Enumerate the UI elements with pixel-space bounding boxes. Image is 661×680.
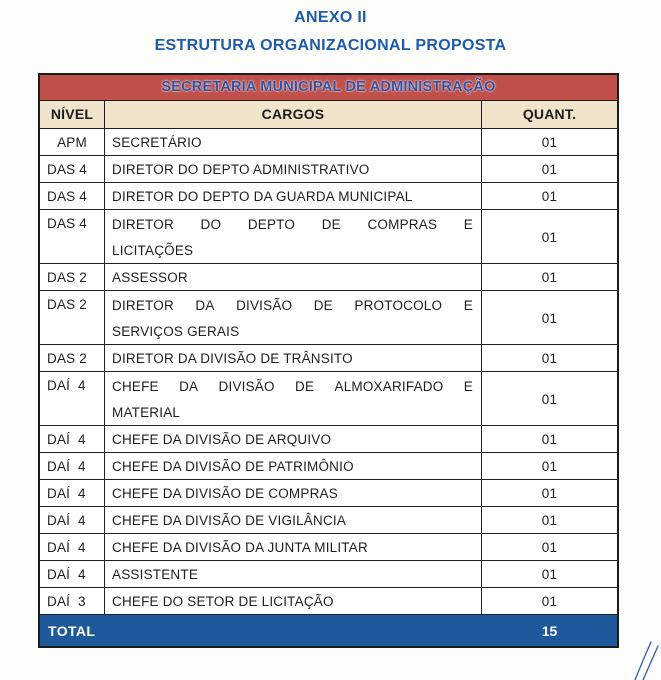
- org-structure-table: [38, 73, 619, 648]
- cargo-cell: CHEFE DA DIVISÃO DE ARQUIVO: [105, 426, 482, 452]
- table-row: [40, 264, 617, 291]
- table-row: [40, 588, 617, 615]
- cargo-line-2: MATERIAL: [112, 405, 181, 420]
- column-header-row: [40, 101, 617, 130]
- cargo-line-2: LICITAÇÕES: [112, 243, 194, 258]
- cargo-cell: ASSESSOR: [105, 264, 482, 290]
- quant-cell: 01: [541, 161, 558, 177]
- nivel-cell: APM: [40, 129, 105, 155]
- nivel-cell: DAÍ 4: [40, 372, 105, 426]
- nivel-cell: DAS 4: [40, 210, 105, 264]
- cargo-cell: CHEFE DA DIVISÃO DE COMPRAS: [105, 480, 482, 506]
- table-body: [40, 129, 617, 615]
- quant-cell: 01: [541, 229, 558, 245]
- total-row: [40, 615, 617, 646]
- column-header-nivel: NÍVEL: [40, 101, 105, 129]
- cargo-cell: DIRETOR DA DIVISÃO DE TRÂNSITO: [105, 345, 482, 371]
- table-row: [40, 210, 617, 264]
- quant-cell: 01: [541, 539, 558, 555]
- cargo-cell: ASSISTENTE: [105, 561, 482, 587]
- table-row: [40, 561, 617, 588]
- cargo-line-justified: CHEFE DA DIVISÃO DE ALMOXARIFADO E: [112, 379, 473, 394]
- cargo-line-justified: DIRETOR DO DEPTO DE COMPRAS E: [112, 217, 473, 232]
- table-title-band: SECRETARIA MUNICIPAL DE ADMINISTRAÇÃO: [40, 75, 617, 101]
- table-row: [40, 480, 617, 507]
- nivel-cell: DAS 2: [40, 264, 105, 290]
- quant-cell: 01: [541, 431, 558, 447]
- nivel-cell: DAÍ 4: [40, 561, 105, 587]
- column-header-cargos: CARGOS: [105, 101, 482, 129]
- cargo-line-2: SERVIÇOS GERAIS: [112, 324, 240, 339]
- cargo-cell: CHEFE DA DIVISÃO DE PATRIMÔNIO: [105, 453, 482, 479]
- table-row: [40, 534, 617, 561]
- nivel-cell: DAÍ 3: [40, 588, 105, 614]
- total-label: TOTAL: [48, 622, 96, 639]
- table-row: [40, 372, 617, 426]
- cargo-cell: SECRETÁRIO: [105, 129, 482, 155]
- pen-mark: [621, 630, 661, 680]
- cargo-cell: DIRETOR DO DEPTO DA GUARDA MUNICIPAL: [105, 183, 482, 209]
- nivel-cell: DAS 2: [40, 345, 105, 371]
- quant-cell: 01: [541, 350, 558, 366]
- quant-cell: 01: [541, 188, 558, 204]
- table-row: [40, 156, 617, 183]
- table-row: [40, 345, 617, 372]
- document-title: ESTRUTURA ORGANIZACIONAL PROPOSTA: [154, 37, 507, 54]
- cargo-cell: CHEFE DA DIVISÃO DE VIGILÂNCIA: [105, 507, 482, 533]
- nivel-cell: DAS 4: [40, 156, 105, 182]
- table-row: [40, 183, 617, 210]
- nivel-cell: DAÍ 4: [40, 507, 105, 533]
- cargo-line-justified: DIRETOR DA DIVISÃO DE PROTOCOLO E: [112, 298, 473, 313]
- total-value: 15: [541, 622, 558, 639]
- table-row: [40, 507, 617, 534]
- quant-cell: 01: [541, 593, 558, 609]
- quant-cell: 01: [541, 391, 558, 407]
- nivel-cell: DAS 2: [40, 291, 105, 345]
- table-row: [40, 453, 617, 480]
- nivel-cell: DAÍ 4: [40, 480, 105, 506]
- quant-cell: 01: [541, 566, 558, 582]
- quant-cell: 01: [541, 310, 558, 326]
- table-row: [40, 291, 617, 345]
- quant-cell: 01: [541, 512, 558, 528]
- quant-cell: 01: [541, 458, 558, 474]
- cargo-cell: [105, 372, 482, 426]
- table-row: [40, 129, 617, 156]
- column-header-quant: QUANT.: [522, 106, 577, 123]
- quant-cell: 01: [541, 134, 558, 150]
- cargo-cell: DIRETOR DO DEPTO ADMINISTRATIVO: [105, 156, 482, 182]
- cargo-cell: [105, 291, 482, 345]
- table-row: [40, 426, 617, 453]
- quant-cell: 01: [541, 485, 558, 501]
- nivel-cell: DAÍ 4: [40, 534, 105, 560]
- nivel-cell: DAÍ 4: [40, 453, 105, 479]
- nivel-cell: DAÍ 4: [40, 426, 105, 452]
- quant-cell: 01: [541, 269, 558, 285]
- cargo-cell: CHEFE DO SETOR DE LICITAÇÃO: [105, 588, 482, 614]
- nivel-cell: DAS 4: [40, 183, 105, 209]
- annex-title: ANEXO II: [294, 9, 367, 26]
- cargo-cell: CHEFE DA DIVISÃO DA JUNTA MILITAR: [105, 534, 482, 560]
- cargo-cell: [105, 210, 482, 264]
